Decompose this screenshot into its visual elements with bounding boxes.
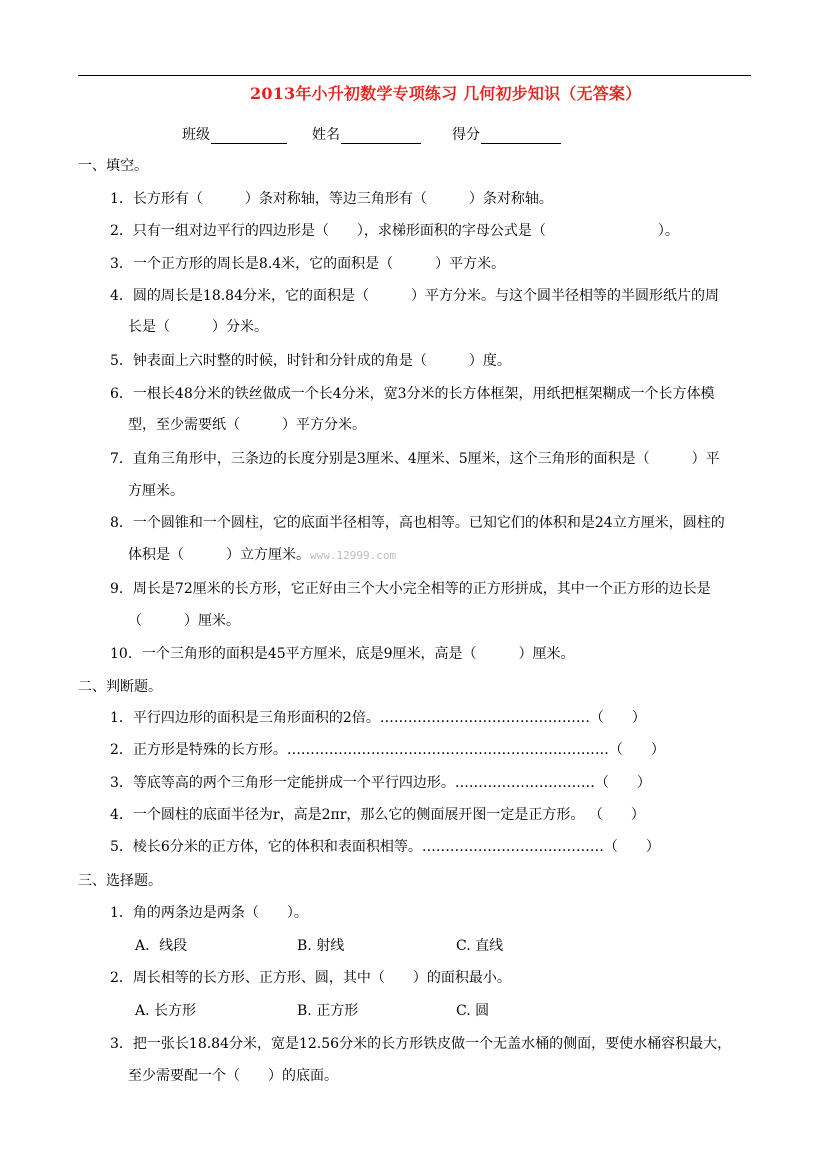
choice-option-b: B. 射线 [297,938,345,954]
judgment-line: 1．平行四边形的面积是三角形面积的2倍。………………………………………（ ） [110,710,646,726]
choice-option-b: B. 正方形 [297,1003,359,1019]
choice-question-continued: 至少需要配一个（ ）的底面。 [128,1068,338,1084]
question-line-continued [128,546,396,565]
question-line: 5．钟表面上六时整的时候，时针和分针成的角是（ ）度。 [110,353,511,369]
header-rule [78,75,751,76]
question-line: 1．长方形有（ ）条对称轴，等边三角形有（ ）条对称轴。 [110,191,553,207]
question-line-continued: （ ）厘米。 [128,613,240,629]
class-blank[interactable] [211,127,287,144]
question-line-continued: 型，至少需要纸（ ）平方分米。 [128,417,366,433]
score-label: 得分 [452,127,480,143]
page-title: 2013年小升初数学专项练习 几何初步知识（无答案） [250,84,642,103]
section-heading-fill-in: 一、填空。 [78,158,148,174]
question-line: 2．只有一组对边平行的四边形是（ ），求梯形面积的字母公式是（ ）。 [110,223,679,239]
question-line: 9．周长是72厘米的长方形，它正好由三个大小完全相等的正方形拼成，其中一个正方形的边长是 [110,581,711,597]
score-blank[interactable] [481,127,561,144]
choice-option-a: A. 长方形 [135,1003,197,1019]
judgment-line: 2．正方形是特殊的长方形。……………………………………………………………（ ） [110,742,665,758]
name-field [312,124,421,144]
question-line: 3．一个正方形的周长是8.4米，它的面积是（ ）平方米。 [110,256,506,272]
choice-option-c: C. 圆 [456,1003,490,1019]
choice-option-a: A．线段 [135,938,188,954]
judgment-line: 5．棱长6分米的正方体，它的体积和表面积相等。…………………………………（ ） [110,839,660,855]
choice-option-c: C. 直线 [456,938,504,954]
judgment-line: 3．等底等高的两个三角形一定能拼成一个平行四边形。…………………………（ ） [110,775,651,791]
judgment-line: 4．一个圆柱的底面半径为r，高是2πr，那么它的侧面展开图一定是正方形。 （ ） [110,807,645,823]
question-text: 体积是（ ）立方厘米。 [128,547,310,563]
choice-question: 1．角的两条边是两条（ ）。 [110,905,308,921]
section-heading-multiple-choice: 三、选择题。 [78,873,162,889]
class-field [182,124,287,144]
name-blank[interactable] [341,127,421,144]
question-line-continued: 方厘米。 [128,483,184,499]
class-label: 班级 [182,127,210,143]
question-line: 4．圆的周长是18.84分米，它的面积是（ ）平方分米。与这个圆半径相等的半圆形纸片的周 [110,288,719,304]
choice-question: 2．周长相等的长方形、正方形、圆，其中（ ）的面积最小。 [110,970,511,986]
question-line: 6．一根长48分米的铁丝做成一个长4分米，宽3分米的长方体框架，用纸把框架糊成一个长方体模 [110,386,715,402]
watermark-text: www.12999.com [310,549,397,562]
name-label: 姓名 [312,127,340,143]
question-line-continued: 长是（ ）分米。 [128,319,268,335]
question-line: 8．一个圆锥和一个圆柱，它的底面半径相等，高也相等。已知它们的体积和是24立方厘米，圆柱的 [110,515,725,531]
section-heading-true-false: 二、判断题。 [78,679,162,695]
question-line: 7．直角三角形中，三条边的长度分别是3厘米、4厘米、5厘米，这个三角形的面积是（ ）平 [110,451,720,467]
choice-question: 3．把一张长18.84分米，宽是12.56分米的长方形铁皮做一个无盖水桶的侧面，要使水桶容积最大， [110,1036,732,1052]
question-line: 10．一个三角形的面积是45平方厘米，底是9厘米，高是（ ）厘米。 [110,646,575,662]
score-field [452,124,561,144]
